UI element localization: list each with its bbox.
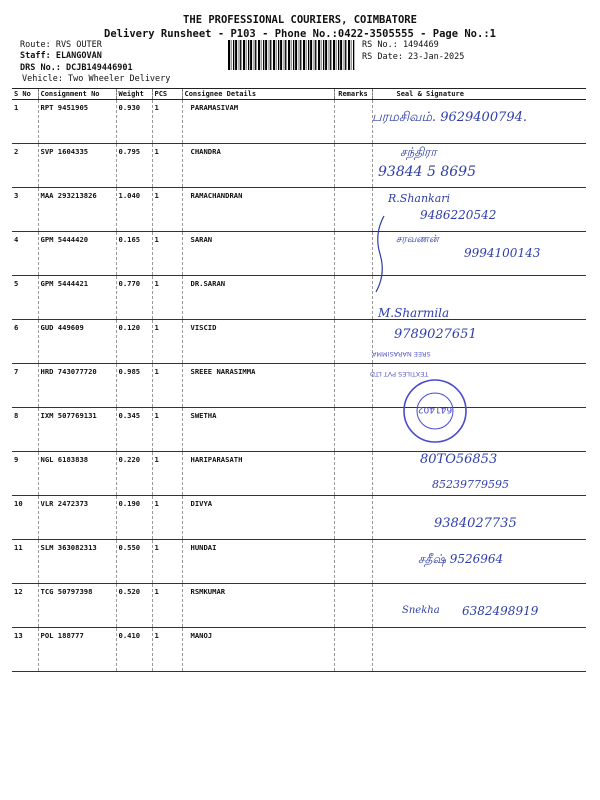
weight-cell: 0.985: [116, 364, 152, 408]
table-row: [12, 144, 586, 188]
consignee-cell: DR.SARAN: [182, 276, 334, 320]
consignee-cell: CHANDRA: [182, 144, 334, 188]
remarks-cell: [334, 232, 372, 276]
pcs-cell: 1: [152, 232, 182, 276]
consignee-cell: VISCID: [182, 320, 334, 364]
signature-row-3-phone: 9486220542: [420, 208, 497, 222]
weight-cell: 0.520: [116, 584, 152, 628]
sno-cell: 13: [12, 628, 38, 672]
consignment-no-cell: POL 188777: [38, 628, 116, 672]
consignee-cell: RAMACHANDRAN: [182, 188, 334, 232]
col-consignee: Consignee Details: [182, 89, 334, 100]
remarks-cell: [334, 188, 372, 232]
rs-number: RS No.: 1494469: [362, 40, 439, 50]
consignee-cell: DIVYA: [182, 496, 334, 540]
sno-cell: 2: [12, 144, 38, 188]
pcs-cell: 1: [152, 408, 182, 452]
company-name: THE PROFESSIONAL COURIERS, COIMBATORE: [183, 14, 417, 26]
sno-cell: 8: [12, 408, 38, 452]
sno-cell: 3: [12, 188, 38, 232]
remarks-cell: [334, 276, 372, 320]
signature-row-12: சதீஷ் 9526964: [418, 552, 504, 566]
vehicle-label: Vehicle: Two Wheeler Delivery: [22, 74, 171, 84]
sno-cell: 10: [12, 496, 38, 540]
consignment-no-cell: MAA 293213826: [38, 188, 116, 232]
consignment-no-cell: RPT 9451905: [38, 100, 116, 144]
weight-cell: 0.120: [116, 320, 152, 364]
sno-cell: 5: [12, 276, 38, 320]
pcs-cell: 1: [152, 452, 182, 496]
pcs-cell: 1: [152, 364, 182, 408]
consignee-cell: SWETHA: [182, 408, 334, 452]
signature-row-4-phone: 9994100143: [464, 246, 541, 260]
rs-date: RS Date: 23-Jan-2025: [362, 52, 465, 62]
signature-row-4-name: சரவணன்: [396, 234, 439, 245]
signature-row-1: பரமசிவம். 9629400794.: [372, 110, 528, 125]
runsheet-table: [12, 88, 586, 672]
signature-row-2-name: சந்திரா: [400, 145, 437, 159]
signature-row-2-phone: 93844 5 8695: [378, 164, 476, 180]
consignment-no-cell: GPM 5444421: [38, 276, 116, 320]
consignment-no-cell: SLM 363082313: [38, 540, 116, 584]
table-row: [12, 188, 586, 232]
consignment-no-cell: NGL 6183838: [38, 452, 116, 496]
bracket-mark: [370, 214, 390, 294]
remarks-cell: [334, 496, 372, 540]
sno-cell: 7: [12, 364, 38, 408]
remarks-cell: [334, 628, 372, 672]
col-seal-signature: Seal & Signature: [372, 89, 586, 100]
consignment-no-cell: SVP 1604335: [38, 144, 116, 188]
consignee-cell: SARAN: [182, 232, 334, 276]
sno-cell: 6: [12, 320, 38, 364]
remarks-cell: [334, 144, 372, 188]
staff-label: Staff: ELANGOVAN: [20, 51, 102, 61]
pcs-cell: 1: [152, 584, 182, 628]
signature-row-6-name: M.Sharmila: [378, 306, 450, 320]
col-sno: S No: [12, 89, 38, 100]
consignment-no-cell: GPM 5444420: [38, 232, 116, 276]
seal-stamp: [402, 378, 468, 444]
weight-cell: 0.930: [116, 100, 152, 144]
remarks-cell: [334, 584, 372, 628]
weight-cell: 0.410: [116, 628, 152, 672]
consignee-cell: HARIPARASATH: [182, 452, 334, 496]
drs-number: DRS No.: DCJB149446901: [20, 63, 133, 73]
table-row: [12, 628, 586, 672]
pcs-cell: 1: [152, 628, 182, 672]
stamp-text-upper: SREE NARASIMMA: [372, 350, 431, 358]
table-row: [12, 276, 586, 320]
remarks-cell: [334, 100, 372, 144]
consignee-cell: HUNDAI: [182, 540, 334, 584]
consignment-no-cell: IXM 507769131: [38, 408, 116, 452]
consignment-no-cell: TCG 50797398: [38, 584, 116, 628]
weight-cell: 0.220: [116, 452, 152, 496]
sno-cell: 4: [12, 232, 38, 276]
barcode-image: [228, 40, 356, 70]
pcs-cell: 1: [152, 188, 182, 232]
pcs-cell: 1: [152, 276, 182, 320]
remarks-cell: [334, 540, 372, 584]
consignment-no-cell: HRD 743077720: [38, 364, 116, 408]
table-row: [12, 320, 586, 364]
consignment-no-cell: GUD 449609: [38, 320, 116, 364]
weight-cell: 0.165: [116, 232, 152, 276]
sno-cell: 1: [12, 100, 38, 144]
sno-cell: 12: [12, 584, 38, 628]
table-row: [12, 408, 586, 452]
pcs-cell: 1: [152, 496, 182, 540]
stamp-text-lower: TEXTILES PVT LTD: [370, 370, 429, 378]
weight-cell: 0.550: [116, 540, 152, 584]
weight-cell: 1.040: [116, 188, 152, 232]
svg-text:641402: 641402: [417, 404, 453, 414]
signature-row-8: 80TO56853: [420, 452, 498, 467]
signature-row-3-name: R.Shankari: [388, 192, 451, 205]
route-label: Route: RVS OUTER: [20, 40, 102, 50]
consignment-no-cell: VLR 2472373: [38, 496, 116, 540]
signature-row-11: 9384027735: [434, 516, 517, 531]
remarks-cell: [334, 452, 372, 496]
consignee-cell: PARAMASIVAM: [182, 100, 334, 144]
signature-row-6-phone: 9789027651: [394, 327, 477, 342]
col-weight: Weight: [116, 89, 152, 100]
runsheet-subtitle: Delivery Runsheet - P103 - Phone No.:0422-3505555 - Page No.:1: [104, 28, 496, 40]
remarks-cell: [334, 320, 372, 364]
col-pcs: PCS: [152, 89, 182, 100]
seal-signature-cell: [372, 628, 586, 672]
table-header-row: [12, 89, 586, 100]
consignee-cell: SREEE NARASIMMA: [182, 364, 334, 408]
remarks-cell: [334, 408, 372, 452]
col-consignment-no: Consignment No: [38, 89, 116, 100]
consignee-cell: MANOJ: [182, 628, 334, 672]
signature-row-13-name: Snekha: [402, 605, 440, 616]
remarks-cell: [334, 364, 372, 408]
weight-cell: 0.770: [116, 276, 152, 320]
weight-cell: 0.795: [116, 144, 152, 188]
signature-row-10: 85239779595: [432, 478, 509, 491]
pcs-cell: 1: [152, 100, 182, 144]
weight-cell: 0.345: [116, 408, 152, 452]
col-remarks: Remarks: [334, 89, 372, 100]
consignee-cell: RSMKUMAR: [182, 584, 334, 628]
signature-row-13-phone: 6382498919: [462, 604, 539, 618]
sno-cell: 9: [12, 452, 38, 496]
sno-cell: 11: [12, 540, 38, 584]
pcs-cell: 1: [152, 320, 182, 364]
pcs-cell: 1: [152, 540, 182, 584]
table-row: [12, 364, 586, 408]
weight-cell: 0.190: [116, 496, 152, 540]
pcs-cell: 1: [152, 144, 182, 188]
